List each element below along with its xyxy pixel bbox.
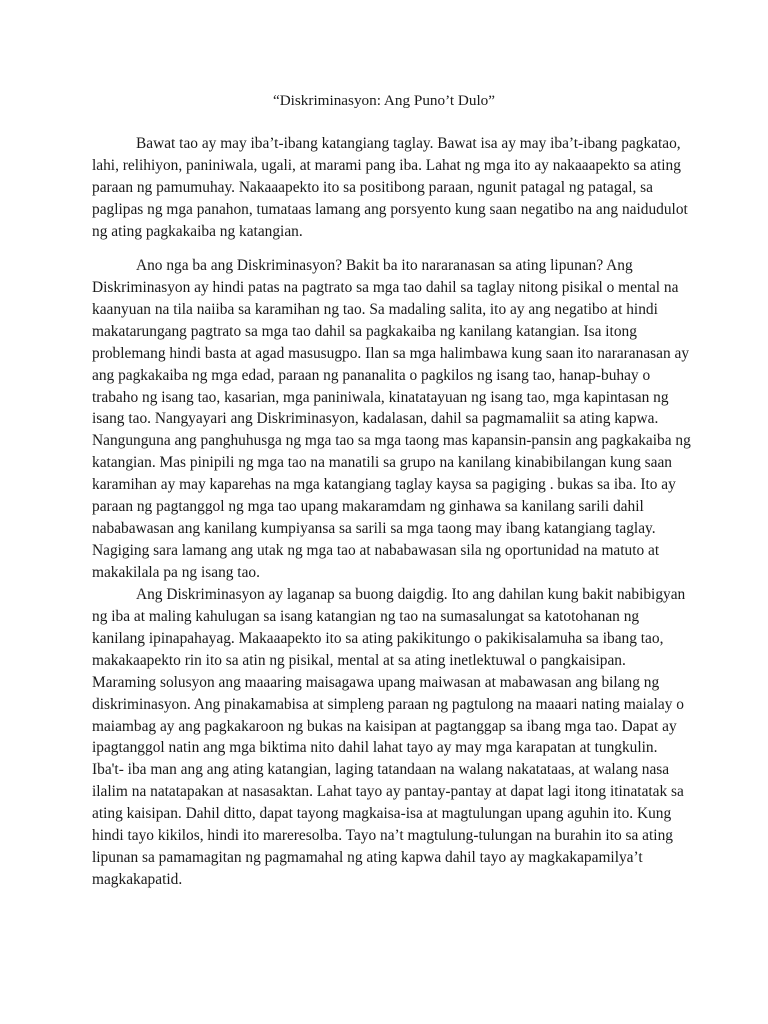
paragraph-line: kaanyuan na tila naiiba sa karamihan ng tao. Sa madaling salita, ito ay ang negatibo at hindi [92,300,658,318]
paragraph-1 [92,133,692,243]
paragraph-line: Iba't- iba man ang ang ating katangian, laging tatandaan na walang nakatataas, at walang nasa [92,761,670,779]
paragraph-line: Ano nga ba ang Diskriminasyon? Bakit ba ito nararanasan sa ating lipunan? Ang [136,257,633,274]
paragraph-line: Bawat tao ay may iba’t-ibang katangiang taglay. Bawat isa ay may iba’t-ibang pagkatao, [136,135,681,152]
paragraph-line: ng iba at maling kahulugan sa isang katangian ng tao na sumasalungat sa katotohanan ng [92,607,640,625]
paragraph-line: nababawasan ang kanilang kumpiyansa sa sarili sa mga taong may ibang katangiang taglay. [92,520,656,538]
paragraph-line: ating kaisipan. Dahil ditto, dapat tayong magkaisa-isa at magtulungan upang aguhin ito. Kung [92,805,672,823]
paragraph-line: Ang Diskriminasyon ay laganap sa buong daigdig. Ito ang dahilan kung bakit nabibigyan [136,586,686,603]
document-title: “Diskriminasyon: Ang Puno’t Dulo” [272,92,496,109]
paragraph-line: lahi, relihiyon, paniniwala, ugali, at marami pang iba. Lahat ng mga ito ay nakaaapekto sa ating [92,156,681,174]
paragraph-line: ilalim na natatapakan at nasasaktan. Lahat tayo ay pantay-pantay at dapat lagi itong itinatatak sa [92,783,684,801]
paragraph-line: makakilala pa ng isang tao. [92,563,260,581]
paragraph-line: maiambag ay ang pagkakaroon ng bukas na kaisipan at pagtanggap sa ibang mga tao. Dapat ay [92,717,677,735]
paragraph-line: hindi tayo kikilos, hindi ito mareresolba. Tayo na’t magtulung-tulungan na burahin ito sa ating [92,827,673,845]
paragraph-line: ng ating pagkakaiba ng katangian. [92,222,303,240]
paragraph-line: Nagiging sara lamang ang utak ng mga tao at nababawasan sila ng oportunidad na matuto at [92,541,660,559]
paragraph-line: paglipas ng mga panahon, tumataas lamang ang porsyento kung saan negatibo na ang naidudulot [92,200,688,218]
paragraph-3 [92,584,692,891]
paragraph-line: problemang hindi basta at agad masusugpo. Ilan sa mga halimbawa kung saan ito nararanasan ay [92,344,690,362]
paragraph-line: paraan ng pagtanggol ng mga tao upang makaramdam ng ginhawa sa kanilang sarili dahil [92,498,644,516]
paragraph-line: Nangunguna ang panghuhusga ng mga tao sa mga taong mas kapansin-pansin ang pagkakaiba ng [92,432,691,450]
paragraph-line: kanilang ipinapahayag. Makaaapekto ito sa ating pakikitungo o pakikisalamuha sa ibang tao, [92,629,664,647]
paragraph-line: karamihan ay may kaparehas na mga katangiang taglay kaysa sa pagiging . bukas sa iba. Ito ay [92,476,676,494]
paragraph-line: Maraming solusyon ang maaaring maisagawa upang maiwasan at mabawasan ang bilang ng [92,673,660,691]
paragraph-line: katangian. Mas pinipili ng mga tao na manatili sa grupo na kanilang kinabibilangan kung saan [92,454,673,472]
paragraph-2 [92,255,692,584]
paragraph-line: Diskriminasyon ay hindi patas na pagtrato sa mga tao dahil sa taglay nitong pisikal o mental na [92,278,679,296]
paragraph-line: lipunan sa pamamagitan ng pagmamahal ng ating kapwa dahil tayo ay magkakapamilya’t [92,849,643,867]
paragraph-line: magkakapatid. [92,870,183,888]
paragraph-line: isang tao. Nangyayari ang Diskriminasyon, kadalasan, dahil sa pagmamaliit sa ating kapwa. [92,410,659,428]
paragraph-line: makakaapekto rin ito sa atin ng pisikal, mental at sa ating inetlektuwal o pangkaisipan. [92,651,626,669]
paragraph-line: ang pagkakaiba ng mga edad, paraan ng pananalita o pagkilos ng isang tao, hanap-buhay o [92,366,651,384]
paragraph-line: ipagtanggol natin ang mga biktima nito dahil lahat tayo ay may mga karapatan at tungkulin. [92,739,658,757]
paragraph-line: trabaho ng isang tao, kasarian, mga paniniwala, kinatatayuan ng isang tao, mga kapintasan ng [92,388,669,406]
paragraph-line: paraan ng pamumuhay. Nakaaapekto ito sa positibong paraan, ngunit patagal ng patagal, sa [92,178,654,196]
paragraph-line: makatarungang pagtrato sa mga tao dahil sa pagkakaiba ng kanilang katangian. Isa itong [92,322,637,340]
paragraph-line: diskriminasyon. Ang pinakamabisa at simpleng paraan ng pagtulong na maaari nating maialay o [92,695,684,713]
